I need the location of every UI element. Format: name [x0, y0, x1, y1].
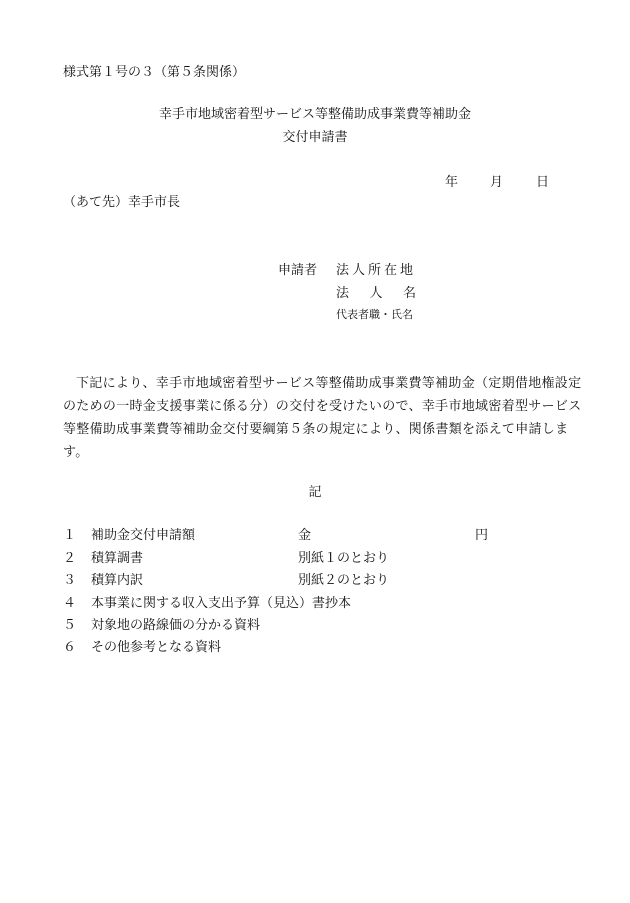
list-item [63, 529, 195, 542]
applicant-address-label: 法人所在地 [336, 263, 417, 278]
list-item-label: 本事業に関する収入支出予算（見込）書抄本 [91, 596, 352, 611]
list-item [63, 552, 143, 565]
form-number: 様式第１号の３（第５条関係） [63, 65, 246, 80]
amount-prefix: 金 [298, 528, 312, 543]
list-item-label: 補助金交付申請額 [91, 528, 196, 543]
document-title: 幸手市地域密着型サービス等整備助成事業費等補助金 [158, 107, 471, 122]
applicant-label: 申請者 [278, 263, 318, 278]
list-item-label: 積算内訳 [91, 573, 144, 588]
document-subtitle: 交付申請書 [282, 130, 348, 145]
list-item-number: ４ [63, 596, 77, 611]
list-item-label: その他参考となる資料 [91, 640, 222, 655]
list-item-number: ６ [63, 640, 77, 655]
amount-unit: 円 [475, 528, 489, 543]
attachment-1-note: 別紙１のとおり [298, 551, 390, 566]
list-item-number: １ [63, 528, 77, 543]
list-item-number: ３ [63, 573, 77, 588]
attachment-2-note: 別紙２のとおり [298, 573, 390, 588]
application-body-text: 下記により、幸手市地域密着型サービス等整備助成事業費等補助金（定期借地権設定のための一時金支援事業に係る分）の交付を受けたいので、幸手市地域密着型サービス等整備助成事業費等補助金交付要綱第５条の規定により、関係書類を添えて申請します。 [63, 376, 582, 460]
applicant-name-char: 法 [336, 286, 350, 301]
applicant-name-char: 人 [369, 286, 383, 301]
list-item [63, 574, 143, 587]
ki-heading: 記 [308, 485, 322, 500]
list-item [63, 641, 221, 654]
date-day-label: 日 [536, 175, 550, 190]
applicant-name-char: 名 [402, 286, 416, 301]
representative-label: 代表者職・氏名 [336, 308, 413, 321]
applicant-name-label [336, 287, 416, 300]
list-item-label: 積算調書 [91, 551, 144, 566]
date-month-label: 月 [490, 175, 504, 190]
list-item [63, 597, 351, 610]
list-item-label: 対象地の路線価の分かる資料 [91, 618, 261, 633]
addressee: （あて先）幸手市長 [63, 195, 181, 210]
date-year-label: 年 [445, 175, 459, 190]
list-item-number: ５ [63, 618, 77, 633]
list-item-number: ２ [63, 551, 77, 566]
list-item [63, 619, 260, 632]
